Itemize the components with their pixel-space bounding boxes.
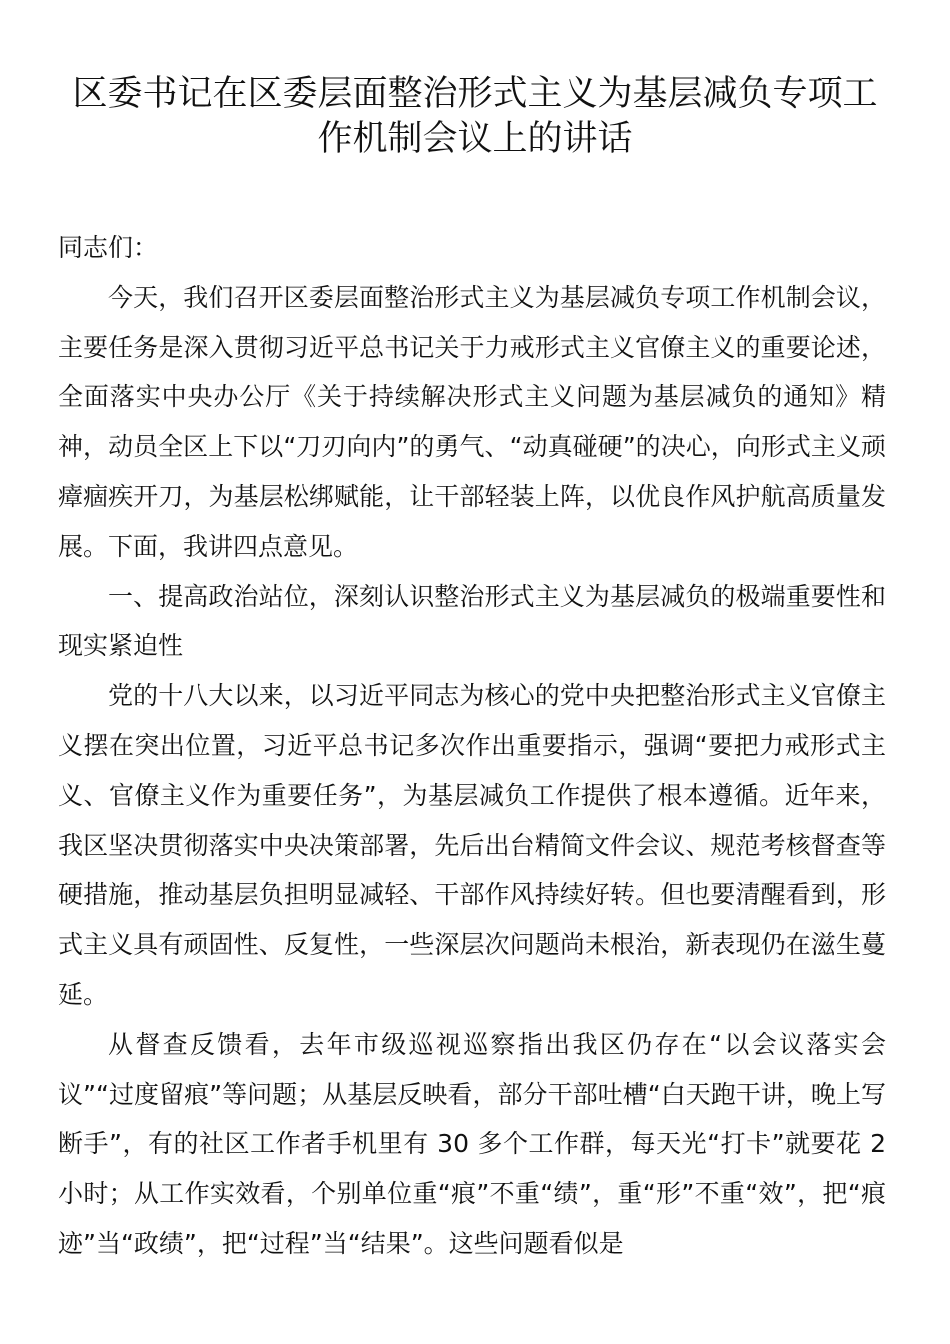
paragraph-intro: 今天，我们召开区委层面整治形式主义为基层减负专项工作机制会议，主要任务是深入贯彻习近平总书记关于力戒形式主义官僚主义的重要论述，全面落实中央办公厅《关于持续解决形式主义问题为基层减负的通知》精神，动员全区上下以“刀刃向内”的勇气、“动真碰硬”的决心，向形式主义顽瘴痼疾开刀，为基层松绑赋能，让干部轻装上阵，以优良作风护航高质量发展。下面，我讲四点意见。 bbox=[58, 282, 886, 561]
paragraph-problems: 从督查反馈看，去年市级巡视巡察指出我区仍存在“以会议落实会议”“过度留痕”等问题；从基层反映看，部分干部吐槽“白天跑干讲，晚上写断手”，有的社区工作者手机里有 30 多个工作群，每天光“打卡”就要花 2 小时；从工作实效看，个别单位重“痕”不重“绩”，重“形”不重“效”，把“痕迹”当“政绩”，把“过程”当“结果”。这些问题看似是 bbox=[58, 1029, 886, 1258]
document-body bbox=[58, 223, 886, 1269]
paragraph-background: 党的十八大以来，以习近平同志为核心的党中央把整治形式主义官僚主义摆在突出位置，习近平总书记多次作出重要指示，强调“要把力戒形式主义、官僚主义作为重要任务”，为基层减负工作提供了根本遵循。近年来，我区坚决贯彻落实中央决策部署，先后出台精简文件会议、规范考核督查等硬措施，推动基层负担明显减轻、干部作风持续好转。但也要清醒看到，形式主义具有顽固性、反复性，一些深层次问题尚未根治，新表现仍在滋生蔓延。 bbox=[58, 681, 886, 1009]
document-title: 区委书记在区委层面整治形式主义为基层减负专项工作机制会议上的讲话 bbox=[72, 74, 878, 159]
section-heading-1: 一、提高政治站位，深刻认识整治形式主义为基层减负的极端重要性和现实紧迫性 bbox=[58, 581, 886, 661]
salutation: 同志们： bbox=[58, 233, 159, 262]
